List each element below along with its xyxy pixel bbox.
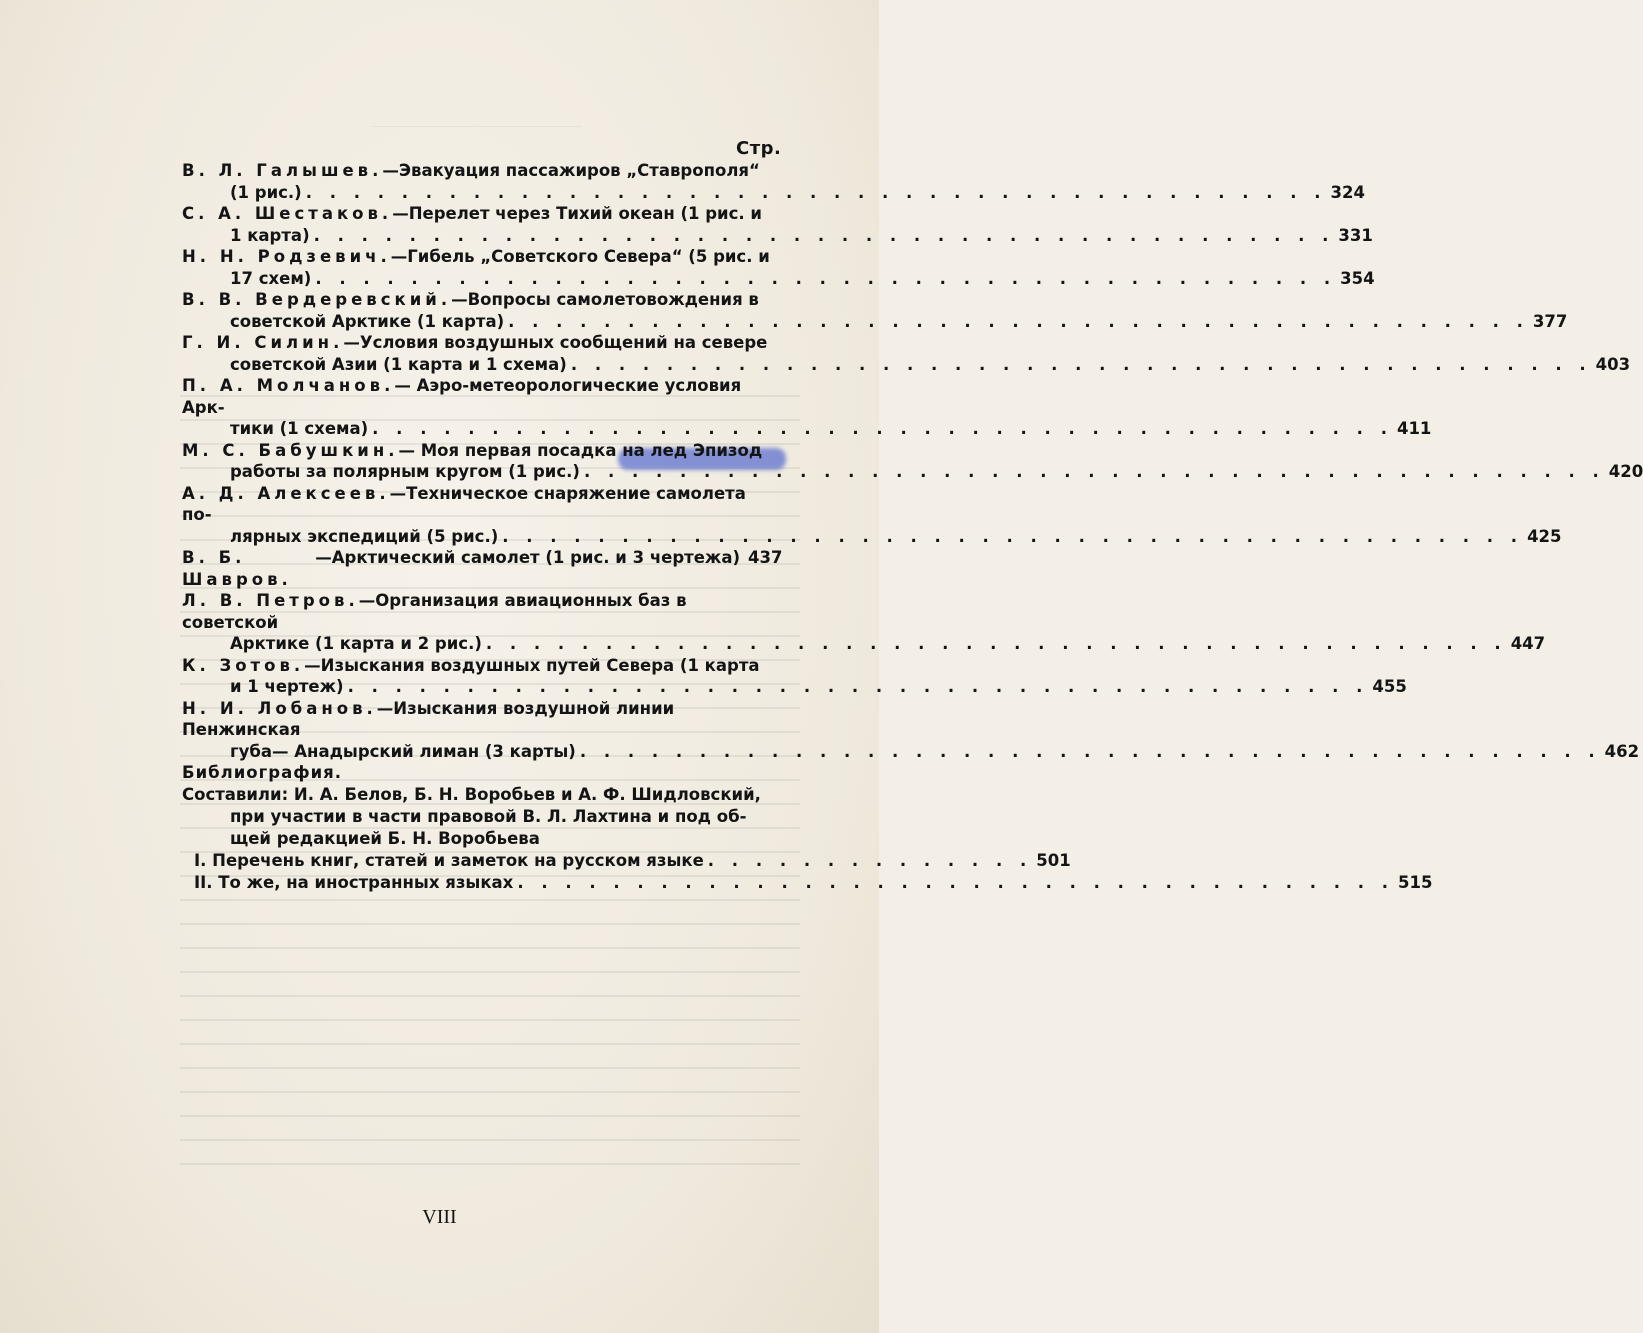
entry-title-line1: —Условия воздушных сообщений на севере [343,333,768,352]
toc-entry [178,483,1562,548]
entry-title-line2: и 1 чертеж) [230,677,344,696]
bibliography-item [178,872,1433,894]
leader-dots: . . . . . . . . . . . . . . . . . . . . . . . . . . . . . . . . . . . . . . . . . . . [347,677,1369,696]
entry-page: 420 [1608,462,1643,481]
entry-author: Г. И. Силин. [182,333,344,352]
toc-entry [178,547,783,590]
entry-title-line1: —Вопросы самолетовождения в [451,290,759,309]
entry-page: 331 [1338,225,1373,245]
entry-title-line2: Арктике (1 карта и 2 рис.) [230,634,482,653]
entry-author: К. Зотов. [182,655,305,675]
entry-page: 403 [1595,354,1631,374]
toc-entry [178,655,1407,698]
toc-entry [178,203,1373,246]
leader-dots: . . . . . . . . . . . . . . . . . . . . . . . . . . . . . . . . . . . . . . . . . . . [579,741,1601,761]
entry-title-line2: советской Азии (1 карта и 1 схема) [230,354,567,374]
entry-title-line2: (1 рис.) [230,182,302,202]
toc-entry [178,246,1375,289]
leader-dots: . . . . . . . . . . . . . . . . . . . . . . . . . . . . . . . . . . . . . . . . . . . [305,182,1327,202]
entry-title-line2: советской Арктике (1 карта) [230,311,505,331]
entry-title-line2: 17 схем) [230,268,312,288]
entry-page: 425 [1527,526,1562,546]
leader-dots: . . . . . . . . . . . . . . . . . . . . . . . . . . . . . . . . . . . . . . . . . . . [583,462,1605,481]
entry-title-line2: лярных экспедиций (5 рис.) [230,526,499,546]
entry-title-line1: — Моя первая посадка на лед Эпизод [398,440,763,460]
entry-title-line2: работы за полярным кругом (1 рис.) [230,462,580,481]
entry-author: М. С. Бабушкин. [182,440,399,460]
page-folio: VIII [422,1206,457,1228]
entry-title-line1: —Техническое снаряжение самолета по- [182,483,746,524]
bleed-through-heading [372,126,582,149]
entry-title-line2: губа— Анадырский лиман (3 карты) [230,741,576,761]
leader-dots: . . . . . . . . . . . . . . . . . . . . . . . . . . . . . . . . . . . . . . . . . . . [485,634,1507,653]
toc-entry [178,375,1432,440]
entry-author: П. А. Молчанов. [182,376,395,395]
entry-title-line1: —Перелет через Тихий океан (1 рис. и [392,204,762,223]
entry-title-line1: —Изыскания воздушных путей Севера (1 карта [304,655,760,675]
toc-entry [178,160,1365,203]
bibliography-item-text: I. Перечень книг, статей и заметок на русском языке [194,851,704,870]
entry-page: 411 [1396,419,1432,438]
toc-entry [178,332,1631,375]
leader-dots: . . . . . . . . . . . . . . . . . . . . . . . . . . . . . . . . . . . . . . . . . . . [315,268,1337,288]
entry-title-line1: —Изыскания воздушной линии Пенжинская [182,698,675,739]
compilers-line: щей редакцией Б. Н. Воробьева [230,829,540,848]
toc-entry [178,440,1643,483]
entry-author: В. Л. Галышев. [182,161,383,180]
entry-author: Н. Н. Родзевич. [182,247,391,266]
entry-page: 447 [1510,634,1546,653]
toc-entry [178,590,1546,655]
entry-title-line1: —Гибель „Советского Севера“ (5 рис. и [390,247,770,266]
leader-dots: . . . . . . . . . . . . . . . . . . . . . . . . . . . . . . . . . . . . . . . . . . . [570,354,1592,374]
entry-page: 377 [1532,311,1568,331]
entry-page: 324 [1330,182,1365,202]
entry-page: 354 [1340,268,1375,288]
entry-author: А. Д. Алексеев. [182,483,390,503]
bibliography-compilers [178,784,778,850]
entry-title-line1: — Аэро-метеорологические условия Арк- [182,376,742,417]
bibliography-title: Библиография. [182,763,343,782]
entry-page: 462 [1604,741,1640,761]
entry-page: 455 [1372,677,1407,696]
entry-author: Л. В. Петров. [182,591,359,610]
toc-entry [178,289,1568,332]
entry-title-line2: тики (1 схема) [230,419,369,438]
leader-dots: . . . . . . . . . . . . . . . . . . . . . . . . . . . . . . . . . . . . . . . . . . . [372,419,1393,438]
bibliography-item-page: 501 [1036,851,1071,870]
bibliography-item-text: II. То же, на иностранных языках [194,873,514,892]
compilers-line: при участии в части правовой В. Л. Лахтина и под об- [230,807,747,826]
entry-title-line1: —Арктический самолет (1 рис. и 3 чертежа) [315,548,740,567]
leader-dots: . . . . . . . . . . . . . . [707,851,1033,870]
entry-author: В. В. Вердеревский. [182,290,452,309]
compilers-line: Составили: И. А. Белов, Б. Н. Воробьев и А. Ф. Шидловский, [182,785,761,804]
table-of-contents [178,160,1643,894]
entry-title-line1: —Эвакуация пассажиров „Ставрополя“ [382,161,760,180]
page-column-header: Стр. [736,138,782,159]
toc-entry [178,698,1640,763]
leader-dots: . . . . . . . . . . . . . . . . . . . . . . . . . . . . . . . . . . . . . . . . . . . [313,225,1335,245]
entry-page: 437 [748,548,783,567]
entry-author: В. Б. Шавров. [182,548,292,589]
leader-dots: . . . . . . . . . . . . . . . . . . . . . . . . . . . . . . . . . . . . . [517,873,1395,892]
leader-dots: . . . . . . . . . . . . . . . . . . . . . . . . . . . . . . . . . . . . . . . . . . . [508,311,1529,331]
entry-author: Н. И. Лобанов. [182,698,377,718]
entry-author: С. А. Шестаков. [182,204,393,223]
bibliography-item-page: 515 [1398,873,1433,892]
entry-title-line1: —Организация авиационных баз в советской [182,591,687,632]
entry-title-line2: 1 карта) [230,225,310,245]
bibliography-item [178,850,1071,872]
leader-dots: . . . . . . . . . . . . . . . . . . . . . . . . . . . . . . . . . . . . . . . . . . . [502,526,1524,546]
